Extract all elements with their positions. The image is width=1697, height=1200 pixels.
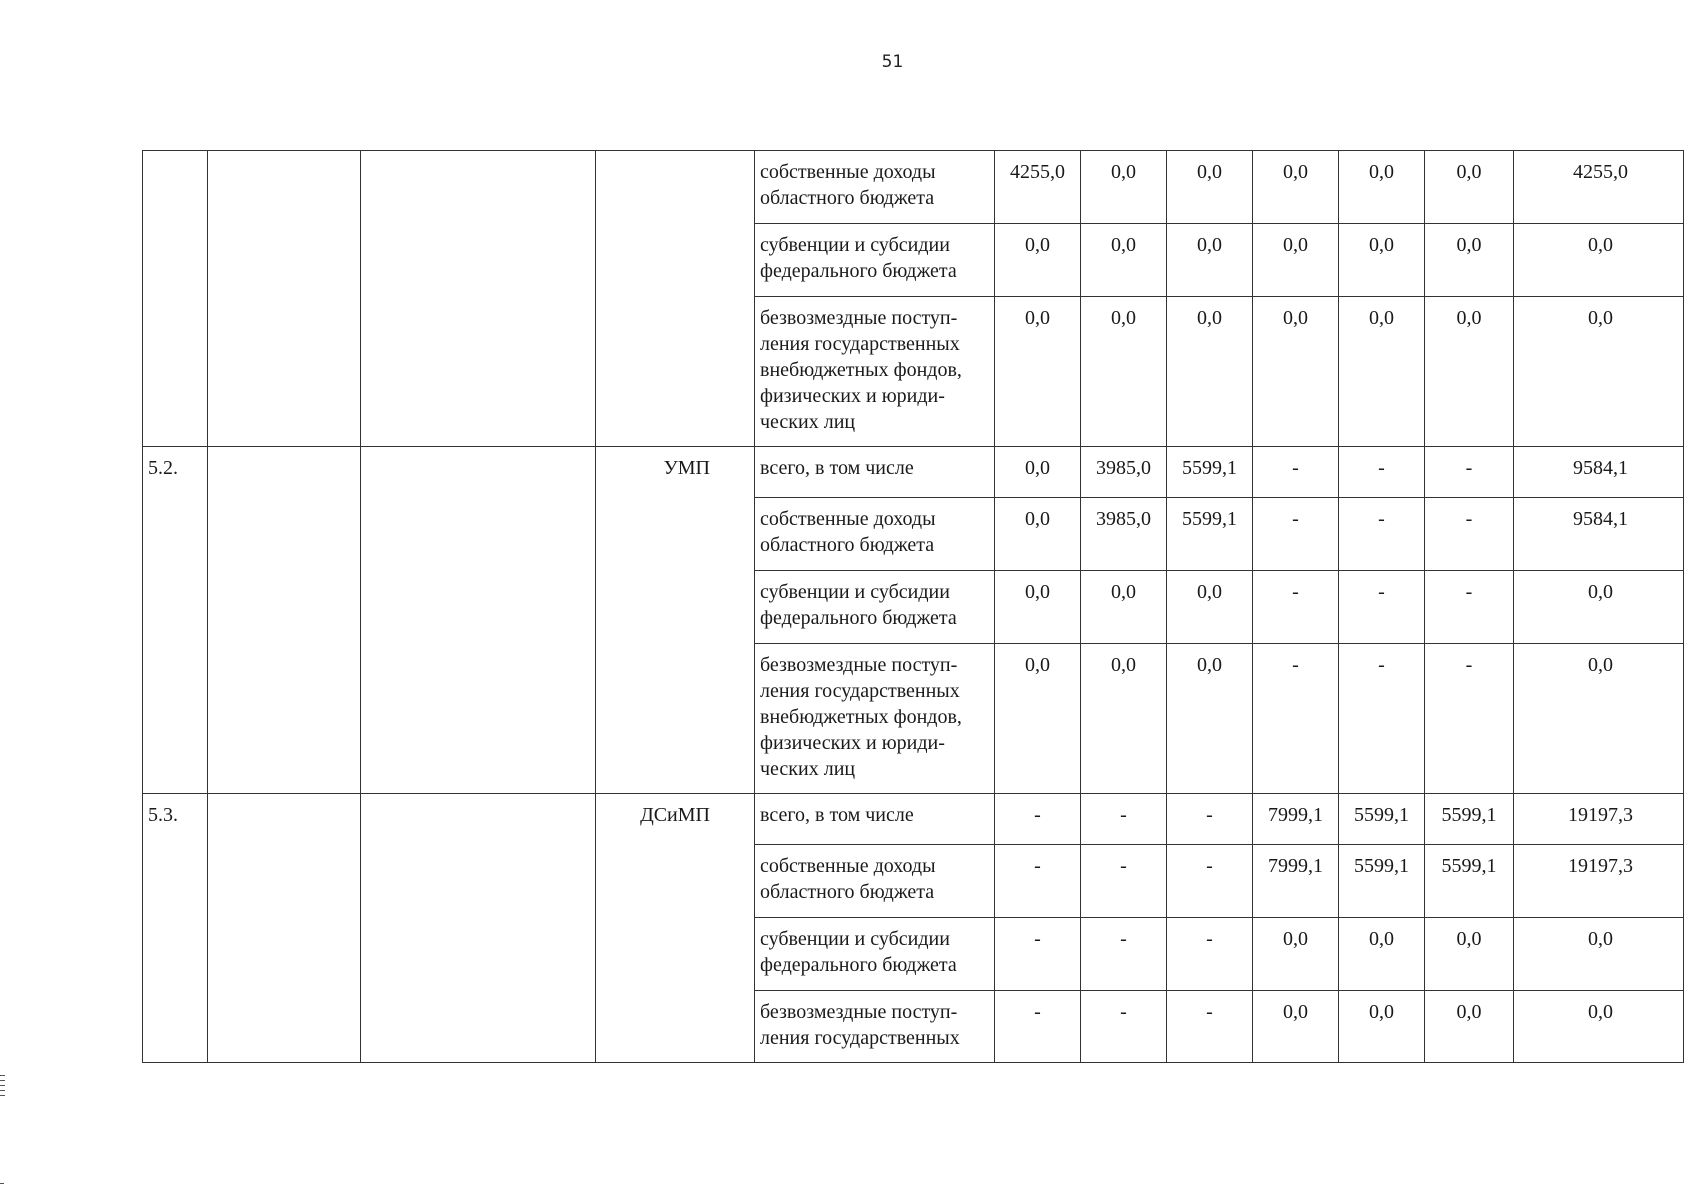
value-cell: - [1425,498,1514,571]
value-cell: - [1167,991,1253,1063]
value-cell: 5599,1 [1339,845,1425,918]
value-cell: 5599,1 [1425,794,1514,845]
value-cell: 0,0 [1167,151,1253,224]
funding-source-cell: всего, в том числе [755,447,995,498]
value-cell: 5599,1 [1339,794,1425,845]
value-cell: 0,0 [1339,991,1425,1063]
value-cell: 3985,0 [1081,498,1167,571]
empty-cell [208,151,361,447]
value-cell: 0,0 [1081,224,1167,297]
value-cell: 0,0 [1425,151,1514,224]
value-cell: 0,0 [1425,224,1514,297]
funding-source-cell: всего, в том числе [755,794,995,845]
value-cell: 0,0 [1253,224,1339,297]
value-cell: - [1253,447,1339,498]
empty-cell [361,794,596,1063]
funding-source-cell: субвенции и субсидии федерального бюджета [755,224,995,297]
value-cell: - [1253,571,1339,644]
value-cell: 5599,1 [1425,845,1514,918]
budget-table [142,150,1684,1063]
funding-source-cell: собственные доходы областного бюджета [755,845,995,918]
value-cell: 0,0 [1339,918,1425,991]
funding-source-cell: безвозмездные поступ-ления государственных внебюджетных фондов, физических и юриди-ческих лиц [755,297,995,447]
empty-cell [208,447,361,794]
total-cell: 4255,0 [1514,151,1684,224]
table-row [143,447,1684,498]
value-cell: - [1425,447,1514,498]
value-cell: 3985,0 [1081,447,1167,498]
page-number: 51 [881,52,904,72]
value-cell: 0,0 [1253,151,1339,224]
value-cell: - [1425,571,1514,644]
value-cell: 0,0 [1425,991,1514,1063]
empty-cell [208,794,361,1063]
value-cell: 0,0 [1081,297,1167,447]
value-cell: 0,0 [995,297,1081,447]
value-cell: 0,0 [1167,224,1253,297]
table-row [143,794,1684,845]
total-cell: 0,0 [1514,918,1684,991]
value-cell: 0,0 [1167,571,1253,644]
value-cell: 0,0 [1253,991,1339,1063]
value-cell: - [1339,644,1425,794]
value-cell: - [1167,794,1253,845]
margin-dash [0,1183,4,1184]
value-cell: 0,0 [995,224,1081,297]
value-cell: 5599,1 [1167,498,1253,571]
total-cell: 19197,3 [1514,794,1684,845]
item-code-cell [143,151,208,447]
value-cell: 0,0 [1425,918,1514,991]
value-cell: 0,0 [995,498,1081,571]
funding-source-cell: безвозмездные поступ-ления государственных [755,991,995,1063]
value-cell: 0,0 [995,644,1081,794]
value-cell: - [1339,571,1425,644]
value-cell: - [995,991,1081,1063]
total-cell: 9584,1 [1514,447,1684,498]
funding-source-cell: субвенции и субсидии федерального бюджета [755,571,995,644]
value-cell: - [1081,918,1167,991]
value-cell: 7999,1 [1253,845,1339,918]
value-cell: 0,0 [1253,918,1339,991]
value-cell: - [1253,498,1339,571]
value-cell: - [1081,845,1167,918]
value-cell: 5599,1 [1167,447,1253,498]
total-cell: 9584,1 [1514,498,1684,571]
empty-cell [361,151,596,447]
value-cell: - [1253,644,1339,794]
value-cell: 0,0 [1081,644,1167,794]
value-cell: - [1081,794,1167,845]
value-cell: 0,0 [1339,297,1425,447]
empty-cell [361,447,596,794]
value-cell: 0,0 [1425,297,1514,447]
value-cell: 0,0 [1081,151,1167,224]
total-cell: 0,0 [1514,991,1684,1063]
item-code-cell: 5.3. [143,794,208,1063]
total-cell: 0,0 [1514,571,1684,644]
binding-margin-marks [0,1075,6,1100]
value-cell: 0,0 [1339,151,1425,224]
executor-cell: ДСиМП [596,794,755,1063]
funding-source-cell: субвенции и субсидии федерального бюджета [755,918,995,991]
total-cell: 0,0 [1514,297,1684,447]
funding-source-cell: собственные доходы областного бюджета [755,151,995,224]
total-cell: 19197,3 [1514,845,1684,918]
value-cell: - [995,794,1081,845]
value-cell: 0,0 [1081,571,1167,644]
value-cell: - [1167,918,1253,991]
value-cell: 0,0 [1339,224,1425,297]
executor-cell [596,151,755,447]
value-cell: - [995,845,1081,918]
value-cell: - [1339,447,1425,498]
value-cell: - [995,918,1081,991]
value-cell: 0,0 [1167,297,1253,447]
table-row [143,151,1684,224]
total-cell: 0,0 [1514,644,1684,794]
item-code-cell: 5.2. [143,447,208,794]
total-cell: 0,0 [1514,224,1684,297]
value-cell: - [1081,991,1167,1063]
value-cell: 7999,1 [1253,794,1339,845]
value-cell: - [1167,845,1253,918]
value-cell: 0,0 [1253,297,1339,447]
value-cell: 0,0 [995,571,1081,644]
value-cell: 0,0 [995,447,1081,498]
value-cell: 4255,0 [995,151,1081,224]
value-cell: - [1339,498,1425,571]
funding-source-cell: собственные доходы областного бюджета [755,498,995,571]
executor-cell: УМП [596,447,755,794]
value-cell: - [1425,644,1514,794]
funding-source-cell: безвозмездные поступ-ления государственных внебюджетных фондов, физических и юриди-ческих лиц [755,644,995,794]
value-cell: 0,0 [1167,644,1253,794]
